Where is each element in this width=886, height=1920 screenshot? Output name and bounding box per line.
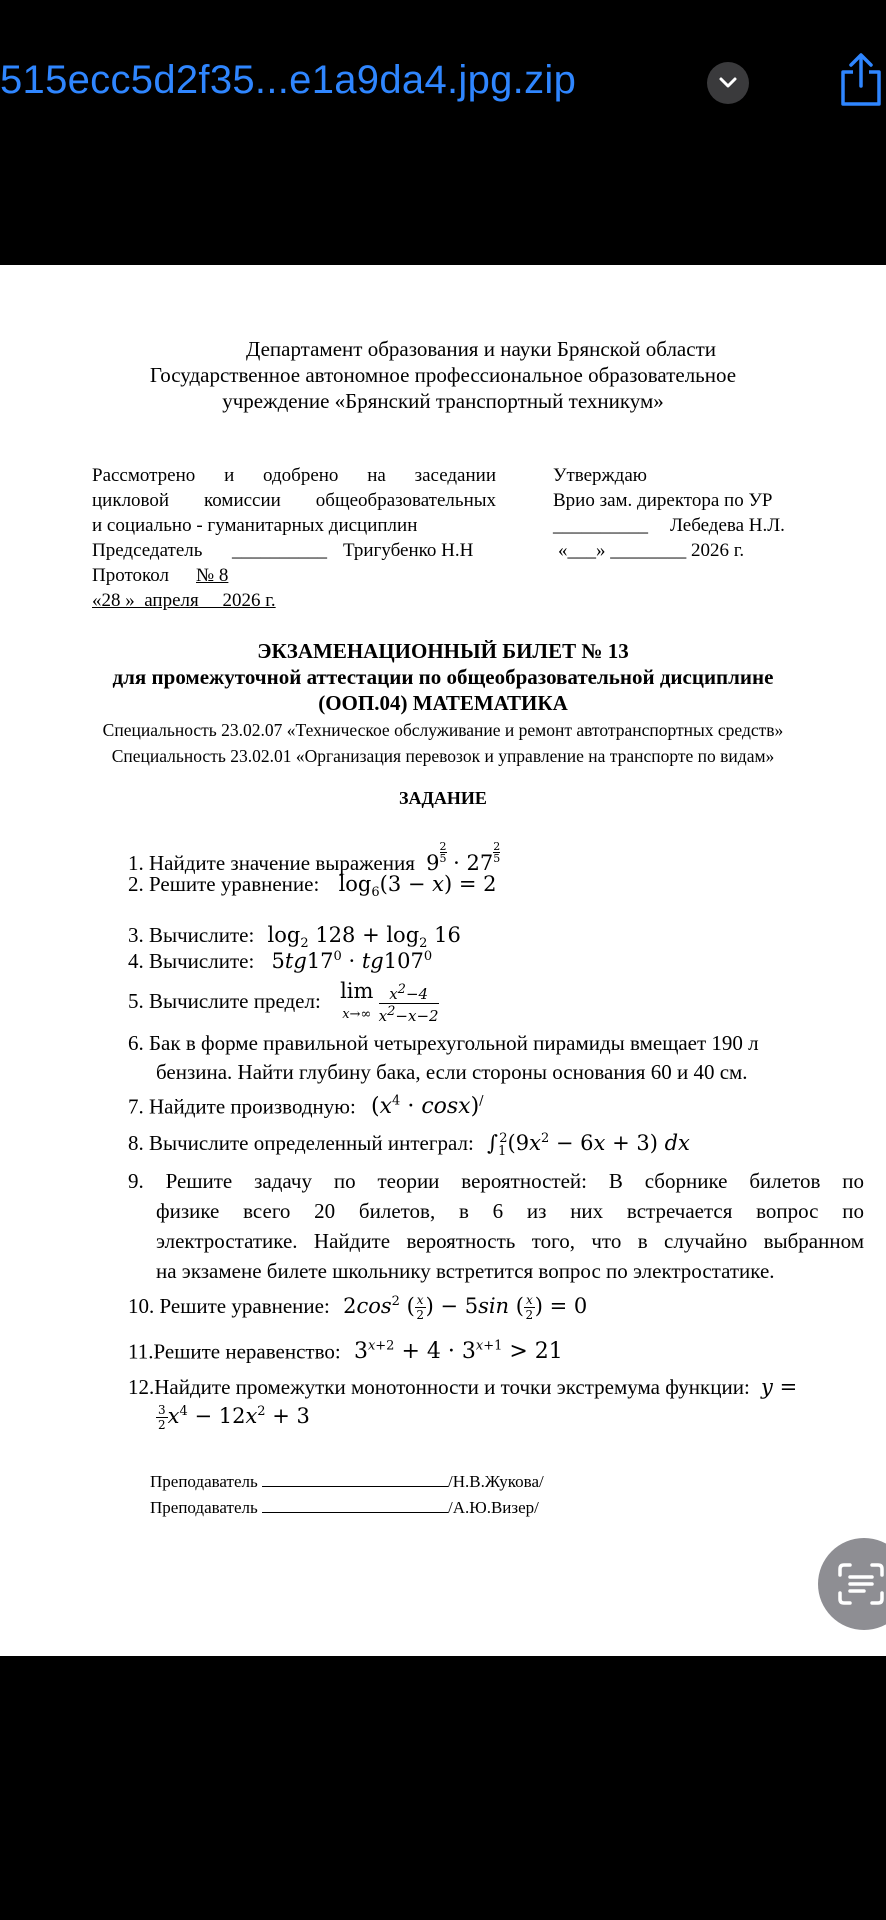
- chair-name: Тригубенко Н.Н: [343, 540, 474, 561]
- protocol-date: «28 » апреля 2026 г.: [92, 590, 276, 611]
- viewer-bottom-area: [0, 1656, 886, 1920]
- header-line-3: учреждение «Брянский транспортный техникум»: [222, 389, 664, 413]
- task-9b: физике всего 20 билетов, в 6 из них встречается вопрос по: [156, 1199, 864, 1223]
- ticket-subtitle: для промежуточной аттестации по общеобразовательной дисциплине: [112, 665, 774, 689]
- approval-line-1: Рассмотрено и одобрено на заседании: [92, 465, 496, 486]
- specialty-1: Специальность 23.02.07 «Техническое обслуживание и ремонт автотранспортных средств»: [102, 720, 784, 740]
- chevron-down-icon[interactable]: [707, 62, 749, 104]
- signature-line: [262, 1472, 448, 1487]
- approval-line-2: цикловой комиссии общеобразовательных: [92, 490, 496, 511]
- approver-title: Врио зам. директора по УР: [553, 490, 773, 511]
- teacher-line-2: Преподаватель /А.Ю.Визер/: [150, 1498, 539, 1517]
- protocol-number: № 8: [196, 565, 229, 586]
- chair-label: Председатель: [92, 540, 203, 561]
- specialty-2: Специальность 23.02.01 «Организация перевозок и управление на транспорте по видам»: [111, 746, 775, 766]
- task-2: 2. Решите уравнение: $\log_6(3 - x) = 2$: [128, 872, 497, 901]
- task-8: 8. Вычислите определенный интеграл: $\int_1^2(9x^2 - 6x + 3)$ dx: [128, 1131, 690, 1160]
- approve-label: Утверждаю: [553, 465, 647, 486]
- share-icon[interactable]: [838, 52, 884, 113]
- task-12: 12.Найдите промежутки монотонности и точки экстремума функции: y =: [128, 1375, 798, 1399]
- task-12-function: $\frac{3}{2}$ $x^4 - 12x^2 + 3$: [158, 1403, 310, 1432]
- task-6a: 6. Бак в форме правильной четырехугольной пирамиды вмещает 190 л: [128, 1031, 759, 1055]
- task-1: 1. Найдите значение выражения 9 $\frac{2}{5}$ · 27 $\frac{2}{5}$: [128, 840, 501, 875]
- chair-blank: __________: [232, 540, 327, 561]
- task-5: 5. Вычислите предел: lim x→∞ $\frac{x^2-4}{x^2-x-2}$: [128, 979, 439, 1025]
- task-3: 3. Вычислите: $\log_2 128 + \log_2 16$: [128, 923, 461, 952]
- approval-line-3: и социально - гуманитарных дисциплин: [92, 515, 418, 536]
- ticket-title: ЭКЗАМЕНАЦИОННЫЙ БИЛЕТ № 13: [257, 639, 629, 663]
- task-4: 4. Вычислите: $5tg17^0 \cdot tg107^0$: [128, 949, 433, 973]
- approver-name: Лебедева Н.Л.: [670, 515, 785, 536]
- task-9a: 9. Решите задачу по теории вероятностей: В сборнике билетов по: [128, 1169, 864, 1193]
- file-title[interactable]: 515ecc5d2f35...e1a9da4.jpg.zip: [0, 58, 577, 102]
- document-page: [0, 265, 886, 1656]
- task-10: 10. Решите уравнение: $2\cos^2$ ( $\frac{x}{2}$ ) − 5sin ( $\frac{x}{2}$ ) = 0: [128, 1293, 588, 1322]
- task-7: 7. Найдите производную: $(x^4 \cdot \cos x)^/$: [128, 1094, 484, 1120]
- teacher-line-1: Преподаватель /Н.В.Жукова/: [150, 1472, 544, 1491]
- discipline-title: (ООП.04) МАТЕМАТИКА: [318, 691, 568, 715]
- task-6b: бензина. Найти глубину бака, если стороны основания 60 и 40 см.: [156, 1060, 748, 1084]
- task-11: 11.Решите неравенство: $3^{x+2} + 4 \cdot 3^{x+1} > 21$: [128, 1339, 563, 1365]
- task-9c: электростатике. Найдите вероятность того, что в случайно выбранном: [156, 1229, 864, 1253]
- protocol-label: Протокол: [92, 565, 170, 586]
- task-9d: на экзамене билете школьнику встретится вопрос по электростатике.: [156, 1259, 775, 1283]
- approval-date: «___» ________ 2026 г.: [558, 540, 745, 561]
- approver-blank: __________: [553, 515, 648, 536]
- signature-line: [262, 1498, 448, 1513]
- task-heading: ЗАДАНИЕ: [399, 788, 487, 808]
- header-line-1: Департамент образования и науки Брянской области: [245, 337, 716, 361]
- viewer-top-bar: [0, 0, 886, 265]
- header-line-2: Государственное автономное профессиональное образовательное: [149, 363, 737, 387]
